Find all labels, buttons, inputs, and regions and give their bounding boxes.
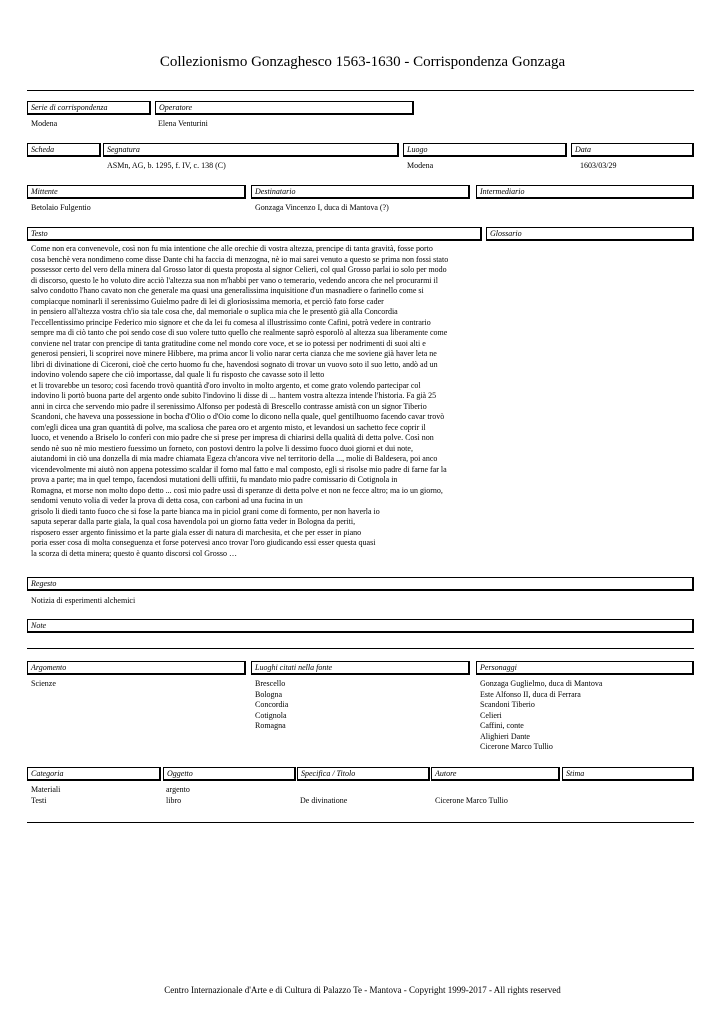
luogo-item: Concordia (255, 700, 289, 709)
label-data: Data (571, 143, 694, 157)
footer-divider (27, 822, 694, 823)
label-categoria: Categoria (27, 767, 161, 781)
personaggio-item: Este Alfonso II, duca di Ferrara (480, 689, 581, 699)
oggetto-cell-specifica: De divinatione (300, 795, 348, 805)
luogo-item: Brescello (255, 679, 286, 688)
testo-line: libri di divinatione di Ciceroni, cioè che certo huomo fu che, havendosi sognato di trovar un vuovo soto il suo letto, andò ad un (31, 359, 438, 369)
testo-line: l'eccellentissimo principe Federico mio signore et che da lei fu comesa al illustrissimo conte Cafini, potrà vedere in contrario (31, 317, 431, 327)
testo-line: indovino li portò buona parte del argento onde subito l'indovino li disse di ... hantem vostra altezza intende l'historia. Fa già 25 (31, 391, 437, 400)
label-luogo: Luogo (403, 143, 567, 157)
label-serie: Serie di corrispondenza (27, 101, 151, 115)
testo-line: possessor certo del vero della minera dal Grosso lator di questa proposta al signor Celieri, col qual Grosso parlai io solo per modo (31, 265, 447, 274)
label-luoghi: Luoghi citati nella fonte (251, 661, 470, 675)
testo-line: indovino volendo sapere che ciò importasse, dal quale li fu risposto che cavasse soto il letto (31, 370, 325, 379)
label-scheda: Scheda (27, 143, 101, 157)
label-argomento: Argomento (27, 661, 246, 675)
testo-line: salvo condotto l'hano cavato non che generale ma quasi una generalissima inquisitione d'un masnadiere o farinello come si (31, 286, 424, 295)
personaggio-item: Cicerone Marco Tullio (480, 742, 553, 751)
testo-line: saputa seperar dalla parte giala, la qual cosa havendola poi un giorno fatta veder in Bologna da periti, (31, 517, 356, 526)
testo-line: cosa benchè vera nondimeno come disse Dante chi ha faccia di menzogna, nè io mai sarei venuto a questo se prima non fossi stato (31, 254, 449, 264)
testo-line: sendomi venuto volia di veder la prova di detta cosa, con carboni ad una fucina in un (31, 496, 303, 505)
personaggio-item: Scandoni Tiberio (480, 700, 535, 709)
testo-line: poria esser cosa di molta conseguenza et forse potervesi anco trovar l'oro giudicando essi esser questa quasi (31, 538, 376, 547)
label-segnatura: Segnatura (103, 143, 399, 157)
testo-line: anni in circa che servendo mio padre il serenissimo Alfonso per podestà di Brescello contrasse amistà con un signor Tiberio (31, 401, 427, 411)
testo-line: conviene nel tratar con prencipe di tanta gratitudine come nel mondo core voce, et se io potessi per nodrimenti di suoi alti e (31, 338, 426, 348)
testo-line: Come non era convenevole, così non fu mia intentione che alle orechie di vostra altezza, prencipe di tanta gravità, fosse porto (31, 244, 433, 253)
value-argomento: Scienze (31, 679, 56, 688)
label-stima: Stima (562, 767, 694, 781)
oggetto-cell-oggetto: libro (166, 795, 182, 805)
testo-line: Scandoni, che haveva una possessione in bocha d'Olio o d'Oio come lo dicono nella quale, quel gentilhuomo facendo cavar trovò (31, 412, 445, 421)
testo-line: generosi pensieri, li scoprirei nove minere Hibbere, ma prima ancor li volio narar certa cianza che me soviene già haver leta ne (31, 349, 437, 358)
page-title: Collezionismo Gonzaghesco 1563-1630 - Corrispondenza Gonzaga (159, 54, 566, 70)
label-specifica: Specifica / Titolo (297, 767, 430, 781)
testo-line: risposero esser argento finissimo et la parte giala esser di natura di marchesita, et che per esser in piano (31, 527, 362, 537)
label-mittente: Mittente (27, 185, 246, 199)
personaggio-item: Alighieri Dante (480, 731, 530, 741)
testo-line: prova a parte; ma in quel tempo, facendosi mutationi delli uffitii, fu mandato mio padre comissario di Cotignola in (31, 475, 398, 484)
value-luogo: Modena (407, 161, 434, 170)
label-regesto: Regesto (27, 577, 694, 591)
luogo-item: Cotignola (255, 710, 287, 720)
testo-line: aiutandomi in ciò una donzella di mia madre chiamata Egeza ch'ancora vive nel territorio della ..., molie di Baldesera, poi anco (31, 454, 438, 463)
label-oggetto: Oggetto (163, 767, 296, 781)
oggetto-cell-autore: Cicerone Marco Tullio (435, 795, 508, 805)
testo-line: di discorso, questo le ho voluto dire acciò l'altezza sua non m'habbi per vano o temerario, vedendo ancora che nel procurarmi il (31, 275, 438, 285)
section-divider (27, 648, 694, 649)
value-data: 1603/03/29 (580, 161, 617, 170)
value-destinatario: Gonzaga Vincenzo I, duca di Mantova (?) (255, 203, 389, 212)
label-personaggi: Personaggi (476, 661, 694, 675)
personaggi-list (480, 679, 602, 753)
luoghi-list (255, 679, 288, 732)
oggetto-cell-oggetto: argento (166, 785, 190, 794)
value-segnatura: ASMn, AG, b. 1295, f. IV, c. 138 (C) (107, 161, 226, 170)
label-testo: Testo (27, 227, 482, 241)
testo-line: in pensiero all'altezza vostra ch'io sia tale cosa che, dal memoriale o suplica mia che le presentò già alla Concordia (31, 307, 398, 316)
oggetto-cell-categoria: Testi (31, 795, 47, 805)
value-mittente: Betolaio Fulgentio (31, 203, 91, 212)
header-divider (27, 90, 694, 91)
value-operatore: Elena Venturini (158, 119, 208, 128)
testo-line: compiacque nominarli il serenissimo Guielmo padre di lei di gloriosissima memoria, et perciò fato forse cader (31, 296, 384, 306)
testo-line: vicendevolmente mi aiutò non appena potessimo scaldar il forno mal fatto e mal composto, egli si risolse mio padre di farne far la (31, 464, 447, 474)
personaggio-item: Caffini, conte (480, 721, 524, 730)
label-destinatario: Destinatario (251, 185, 470, 199)
personaggio-item: Celieri (480, 710, 502, 720)
testo-line: grisolo li diedi tanto fuoco che si fose la parte bianca ma in piciol grani come di formento, per non haverla io (31, 506, 380, 516)
testo-body (31, 244, 448, 559)
testo-line: sempre ma di ciò tanto che poi sendo cose di suo volere tutto quello che realmente saprò esporolò al altezza sua liberamente come (31, 328, 448, 337)
footer-copyright: Centro Internazionale d'Arte e di Cultura di Palazzo Te - Mantova - Copyright 1999-2017 - All rights reserved (164, 985, 561, 995)
testo-line: luoco, et venendo a Briselo lo conferì con mio padre che si prese per impresa di chiarirsi della qualità di detta polve. Così non (31, 433, 434, 442)
personaggio-item: Gonzaga Guglielmo, duca di Mantova (480, 679, 603, 688)
testo-line: la scorza di detta minera; questo è quanto discorsi col Grosso … (31, 548, 237, 558)
testo-line: sendo nè suo nè mio mestiero fuessimo un forneto, con postovi dentro la polve li dessimo fuoco duoi giorni et dui note, (31, 443, 413, 453)
testo-line: et li trovarebbe un tesoro; così facendo trovò quantità d'oro involto in molto argento, et come grato volendo partecipar col (31, 380, 421, 390)
testo-line: Romagna, et morse non molto dopo detto ... così mio padre ussì di speranze di detta polve et non ne fecce altro; ma io un giorno, (31, 485, 443, 495)
luogo-item: Bologna (255, 689, 283, 699)
label-glossario: Glossario (486, 227, 694, 241)
label-intermediario: Intermediario (476, 185, 694, 199)
value-serie: Modena (31, 119, 58, 128)
label-autore: Autore (431, 767, 560, 781)
luogo-item: Romagna (255, 721, 286, 730)
label-operatore: Operatore (155, 101, 414, 115)
label-note: Note (27, 619, 694, 633)
oggetto-cell-categoria: Materiali (31, 785, 61, 794)
testo-line: com'egli dicea una gran quantità di polve, ma scaliosa che parea oro et argento misto, et levandosi un sachetto fece coprir il (31, 422, 426, 432)
value-regesto: Notizia di esperimenti alchemici (31, 596, 136, 605)
